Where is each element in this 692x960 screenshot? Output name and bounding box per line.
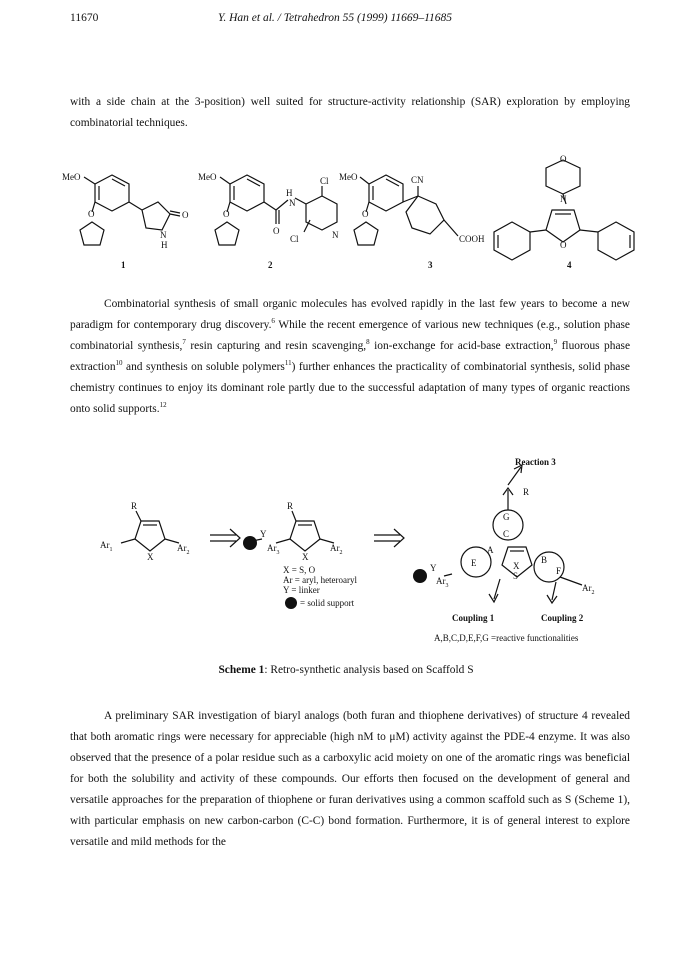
page-number: 11670 bbox=[70, 12, 99, 24]
cl-label-2b: Cl bbox=[290, 234, 299, 244]
paragraph-2: Combinatorial synthesis of small organic molecules has evolved rapidly in the last few years to become a new paradigm for contemporary drug discovery.$^6$ While the recent emergence of various new techniques (e.g., solution phase combinatorial synthesis,$^7$ resin capturing and resin scavenging,$^8$ ion-exchange for acid-base extraction,$^9$ fluorous phase extraction$^{10}$ and synthesis on soluble polymers$^{11}$) further enhances the practicality of combinatorial synthesis, solid phase chemistry continues to enjoy its dominant role partly due to the successful adaptation of many types of organic reactions onto solid supports.$^{12}$ bbox=[70, 298, 630, 415]
running-header bbox=[70, 12, 628, 28]
h-label-2: H bbox=[286, 188, 293, 198]
meo-label-3: MeO bbox=[339, 172, 358, 182]
legend-y: Y = linker bbox=[283, 585, 320, 595]
scheme-1-diagram bbox=[0, 455, 692, 655]
functionalities-note: A,B,C,D,E,F,G =reactive functionalities bbox=[434, 633, 579, 643]
cn-label-3: CN bbox=[411, 175, 424, 185]
reaction-3-label: Reaction 3 bbox=[515, 457, 556, 467]
o-label-4b: O bbox=[560, 240, 567, 250]
h-label-1: H bbox=[161, 240, 168, 250]
y-label-mid: Y bbox=[260, 529, 267, 539]
ring-a-label: A bbox=[487, 545, 494, 555]
nh-label-1: N bbox=[160, 230, 167, 240]
ring-e-label: E bbox=[471, 558, 477, 568]
ar3-label-mid: $Ar_3$ bbox=[267, 543, 280, 556]
r-label-mid: R bbox=[287, 501, 294, 511]
legend-support: = solid support bbox=[300, 598, 355, 608]
n-label-2b: N bbox=[332, 230, 339, 240]
ar3-label-right: $Ar_3$ bbox=[436, 576, 449, 589]
journal-citation: Y. Han et al. / Tetrahedron 55 (1999) 11669–11685 bbox=[218, 12, 453, 24]
ar1-label: $Ar_1$ bbox=[100, 540, 113, 553]
paragraph-1: with a side chain at the 3-position) well suited for structure-activity relationship (SAR) exploration by employing combinatorial techniques. bbox=[70, 96, 630, 129]
coupling-2-label: Coupling 2 bbox=[541, 613, 584, 623]
o-label-1b: O bbox=[182, 210, 189, 220]
ring-c-label: C bbox=[503, 529, 510, 539]
o-label-2: O bbox=[223, 209, 230, 219]
r-label-right: R bbox=[523, 487, 530, 497]
x-label-mid: X bbox=[302, 552, 309, 562]
n-label-4: N bbox=[560, 194, 567, 204]
ar2-label-left: $Ar_2$ bbox=[177, 543, 190, 556]
ar2-label-right: $Ar_2$ bbox=[582, 583, 595, 596]
compound-label-1: 1 bbox=[121, 260, 126, 270]
cooh-label-3: COOH bbox=[459, 234, 485, 244]
o-label-3: O bbox=[362, 209, 369, 219]
compound-label-4: 4 bbox=[567, 260, 572, 270]
o-label-2b: O bbox=[273, 226, 280, 236]
scheme-1-caption: Scheme 1: Retro-synthetic analysis based on Scaffold S bbox=[218, 664, 474, 676]
legend-x: X = S, O bbox=[283, 565, 316, 575]
coupling-1-label: Coupling 1 bbox=[452, 613, 495, 623]
n-label-2: N bbox=[289, 198, 296, 208]
ring-b-label: B bbox=[541, 555, 548, 565]
cl-label-2a: Cl bbox=[320, 176, 329, 186]
compound-label-2: 2 bbox=[268, 260, 273, 270]
compound-label-3: 3 bbox=[428, 260, 433, 270]
solid-support-sphere-2 bbox=[413, 569, 427, 583]
y-label-right: Y bbox=[430, 563, 437, 573]
ring-f-label: F bbox=[556, 566, 562, 576]
meo-label-2: MeO bbox=[198, 172, 217, 182]
r-label-left: R bbox=[131, 501, 138, 511]
o-label-4a: O bbox=[560, 154, 567, 164]
legend-ar: Ar = aryl, heteroaryl bbox=[283, 575, 358, 585]
solid-support-sphere-1 bbox=[243, 536, 257, 550]
paragraph-3: A preliminary SAR investigation of biaryl analogs (both furan and thiophene derivatives) of structure 4 revealed that both aromatic rings were necessary for appreciable (high nM to μM) activity against the PDE-4 enzyme. It was also observed that the presence of a polar residue such as a carboxylic acid moiety on one of the aromatic rings was beneficial for both the solubility and activity of these compounds. Our efforts then focused on the development of general and versatile approaches for the preparation of thiophene or furan derivatives using a common scaffold such as S (Scheme 1), with particular emphasis on new carbon-carbon (C-C) bond formation. Furthermore, it is of general interest to explore versatile and mild methods for the bbox=[70, 710, 630, 848]
ring-g-label: G bbox=[503, 512, 510, 522]
s-label-right: S bbox=[513, 571, 519, 581]
o-label-1: O bbox=[88, 209, 95, 219]
meo-label-1: MeO bbox=[62, 172, 81, 182]
compound-structures bbox=[0, 150, 692, 280]
legend-solid-support-sphere bbox=[285, 597, 297, 609]
ar2-label-mid: $Ar_2$ bbox=[330, 543, 343, 556]
x-label-left: X bbox=[147, 552, 154, 562]
x-label-right: X bbox=[513, 561, 520, 571]
compound-3-structure bbox=[354, 175, 458, 245]
